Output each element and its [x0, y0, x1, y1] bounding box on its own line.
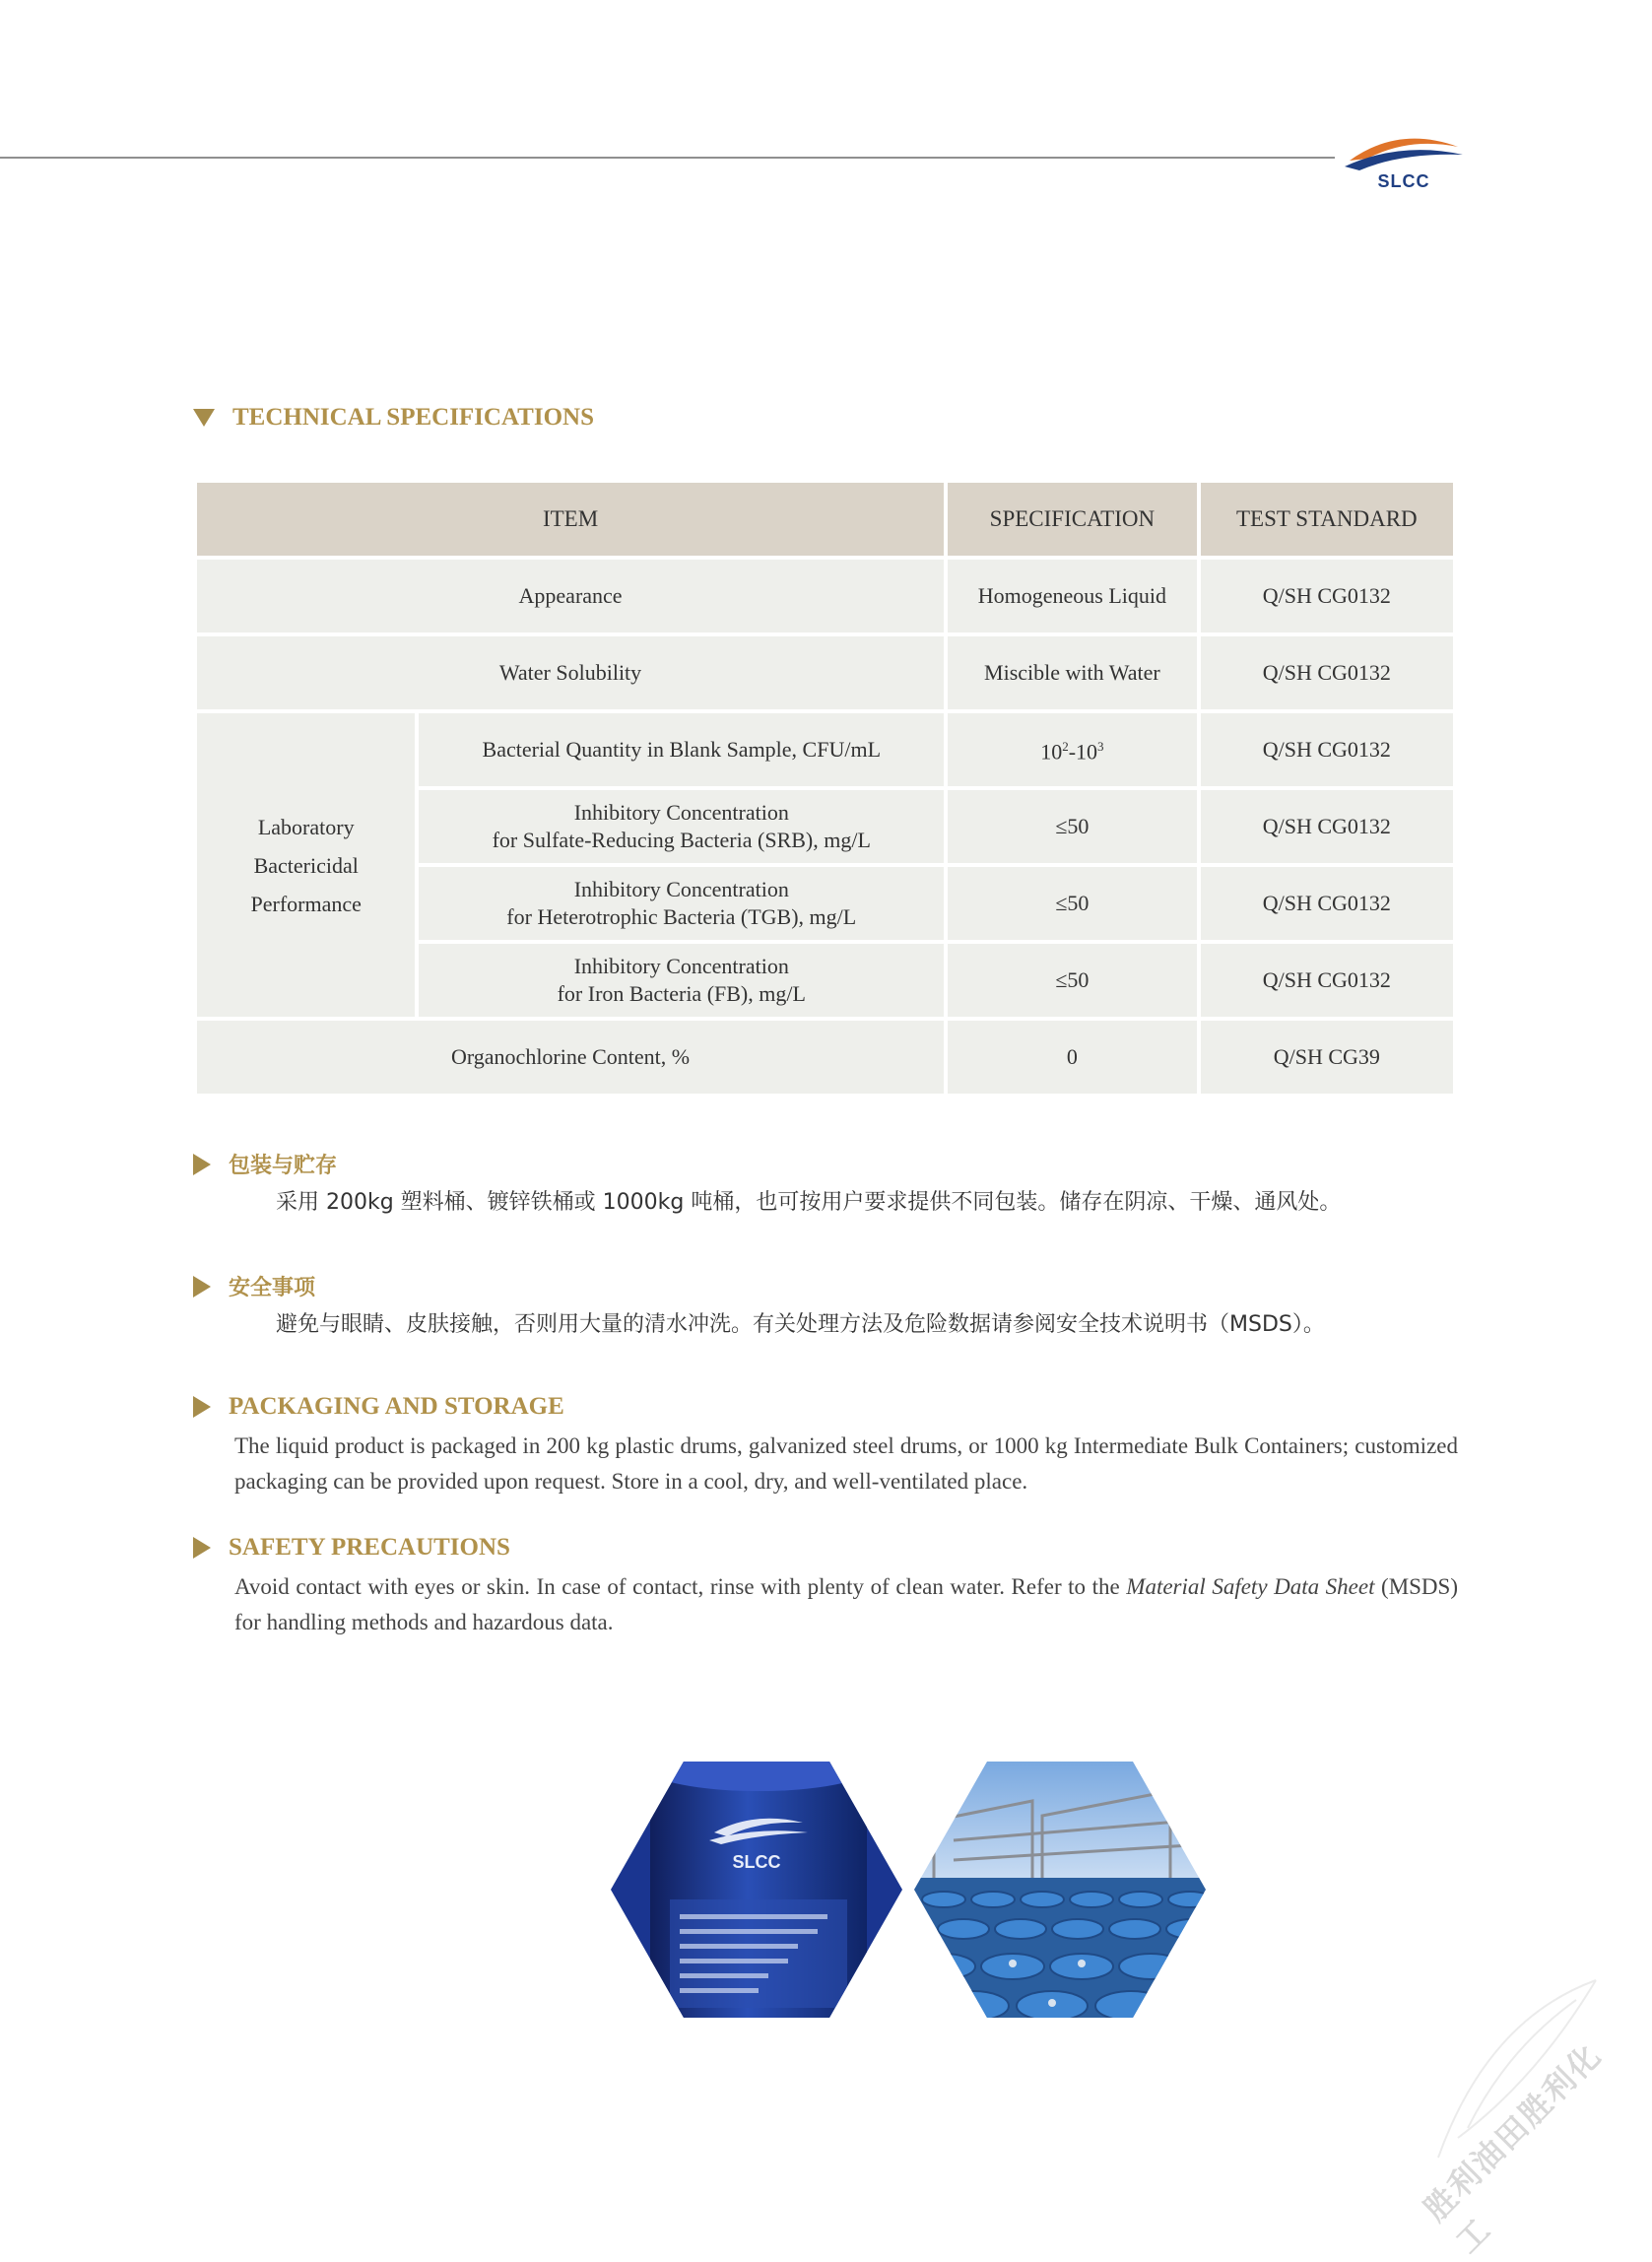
drum-yard-image: [914, 1762, 1206, 2018]
cell-spec: ≤50: [948, 944, 1197, 1017]
tech-spec-heading: [193, 404, 594, 432]
col-header-specification: SPECIFICATION: [948, 483, 1197, 556]
en-packaging-heading-text: PACKAGING AND STORAGE: [229, 1393, 564, 1420]
cn-packaging-text: 采用 200kg 塑料桶、镀锌铁桶或 1000kg 吨桶，也可按用户要求提供不同包装。储存在阴凉、干燥、通风处。: [276, 1190, 1342, 1215]
en-safety-heading-text: SAFETY PRECAUTIONS: [229, 1534, 510, 1561]
cn-packaging-heading: [193, 1149, 337, 1179]
col-header-item: ITEM: [197, 483, 944, 556]
cell-spec: [948, 713, 1197, 786]
cn-safety-text: 避免与眼睛、皮肤接触，否则用大量的清水冲洗。有关处理方法及危险数据请参阅安全技术说明书（MSDS）。: [276, 1312, 1325, 1337]
cell-spec: Miscible with Water: [948, 636, 1197, 709]
cell-item: Organochlorine Content, %: [197, 1021, 944, 1094]
cn-safety-heading: [193, 1271, 315, 1301]
triangle-right-icon: [193, 1537, 211, 1559]
spec-base: 10: [1040, 739, 1063, 765]
watermark-text: 胜利油田胜利化工: [1416, 2035, 1610, 2261]
cell-item-line: Inhibitory Concentration: [573, 800, 789, 825]
triangle-down-icon: [193, 409, 215, 427]
tech-spec-heading-text: TECHNICAL SPECIFICATIONS: [232, 404, 594, 431]
en-packaging-heading: [193, 1393, 564, 1421]
spec-table: [193, 479, 1457, 1098]
cell-std: Q/SH CG0132: [1201, 713, 1453, 786]
spec-base: 10: [1076, 739, 1098, 765]
cell-std: Q/SH CG0132: [1201, 944, 1453, 1017]
group-label-cell: [197, 713, 415, 1017]
triangle-right-icon: [193, 1276, 211, 1297]
cell-item-line: for Iron Bacteria (FB), mg/L: [557, 981, 806, 1006]
cell-item: [419, 790, 944, 863]
table-row: [197, 713, 1453, 786]
cn-packaging-heading-text: 包装与贮存: [229, 1154, 338, 1178]
cell-std: Q/SH CG0132: [1201, 636, 1453, 709]
cell-spec: ≤50: [948, 867, 1197, 940]
spec-separator: -: [1068, 739, 1077, 765]
spec-exponent: 3: [1097, 739, 1104, 755]
cell-spec: ≤50: [948, 790, 1197, 863]
cell-spec: 0: [948, 1021, 1197, 1094]
en-safety-text: [234, 1569, 1458, 1640]
en-safety-text-part: (MSDS) for handling methods and hazardous data.: [234, 1574, 1458, 1634]
cell-spec: Homogeneous Liquid: [948, 560, 1197, 632]
logo-text: SLCC: [1377, 171, 1430, 191]
cell-item: Water Solubility: [197, 636, 944, 709]
cell-std: Q/SH CG0132: [1201, 790, 1453, 863]
en-safety-text-part: Avoid contact with eyes or skin. In case of contact, rinse with plenty of clean water. Refer to the: [234, 1574, 1127, 1599]
cell-item-line: for Heterotrophic Bacteria (TGB), mg/L: [506, 904, 857, 929]
cell-std: Q/SH CG0132: [1201, 867, 1453, 940]
cell-item-line: for Sulfate-Reducing Bacteria (SRB), mg/L: [492, 828, 871, 852]
en-packaging-text: The liquid product is packaged in 200 kg plastic drums, galvanized steel drums, or 1000 kg Intermediate Bulk Containers; customized packaging can be provided upon request. Store in a cool, dry, and well-ventilated place.: [234, 1433, 1458, 1494]
group-label-line: Performance: [250, 891, 362, 916]
cn-safety-heading-text: 安全事项: [229, 1276, 316, 1300]
table-row: [197, 560, 1453, 632]
drum-logo-text: SLCC: [732, 1852, 781, 1872]
blue-drum-image: [611, 1762, 902, 2018]
cell-item-line: Inhibitory Concentration: [573, 877, 789, 901]
group-label-line: Bactericidal: [253, 852, 359, 878]
cell-item-line: Inhibitory Concentration: [573, 954, 789, 978]
cell-item: Appearance: [197, 560, 944, 632]
table-header-row: [197, 483, 1453, 556]
cell-item: [419, 944, 944, 1017]
cell-item: Bacterial Quantity in Blank Sample, CFU/mL: [419, 713, 944, 786]
group-label-line: Laboratory: [257, 814, 355, 839]
spec-exponent: 2: [1062, 739, 1069, 755]
cell-std: Q/SH CG0132: [1201, 560, 1453, 632]
cell-item: [419, 867, 944, 940]
cell-std: Q/SH CG39: [1201, 1021, 1453, 1094]
triangle-right-icon: [193, 1154, 211, 1175]
msds-title: Material Safety Data Sheet: [1126, 1574, 1375, 1599]
triangle-right-icon: [193, 1396, 211, 1418]
en-safety-heading: [193, 1534, 510, 1562]
table-row: [197, 636, 1453, 709]
col-header-test-standard: TEST STANDARD: [1201, 483, 1453, 556]
table-row: [197, 1021, 1453, 1094]
header-divider: [0, 157, 1335, 159]
